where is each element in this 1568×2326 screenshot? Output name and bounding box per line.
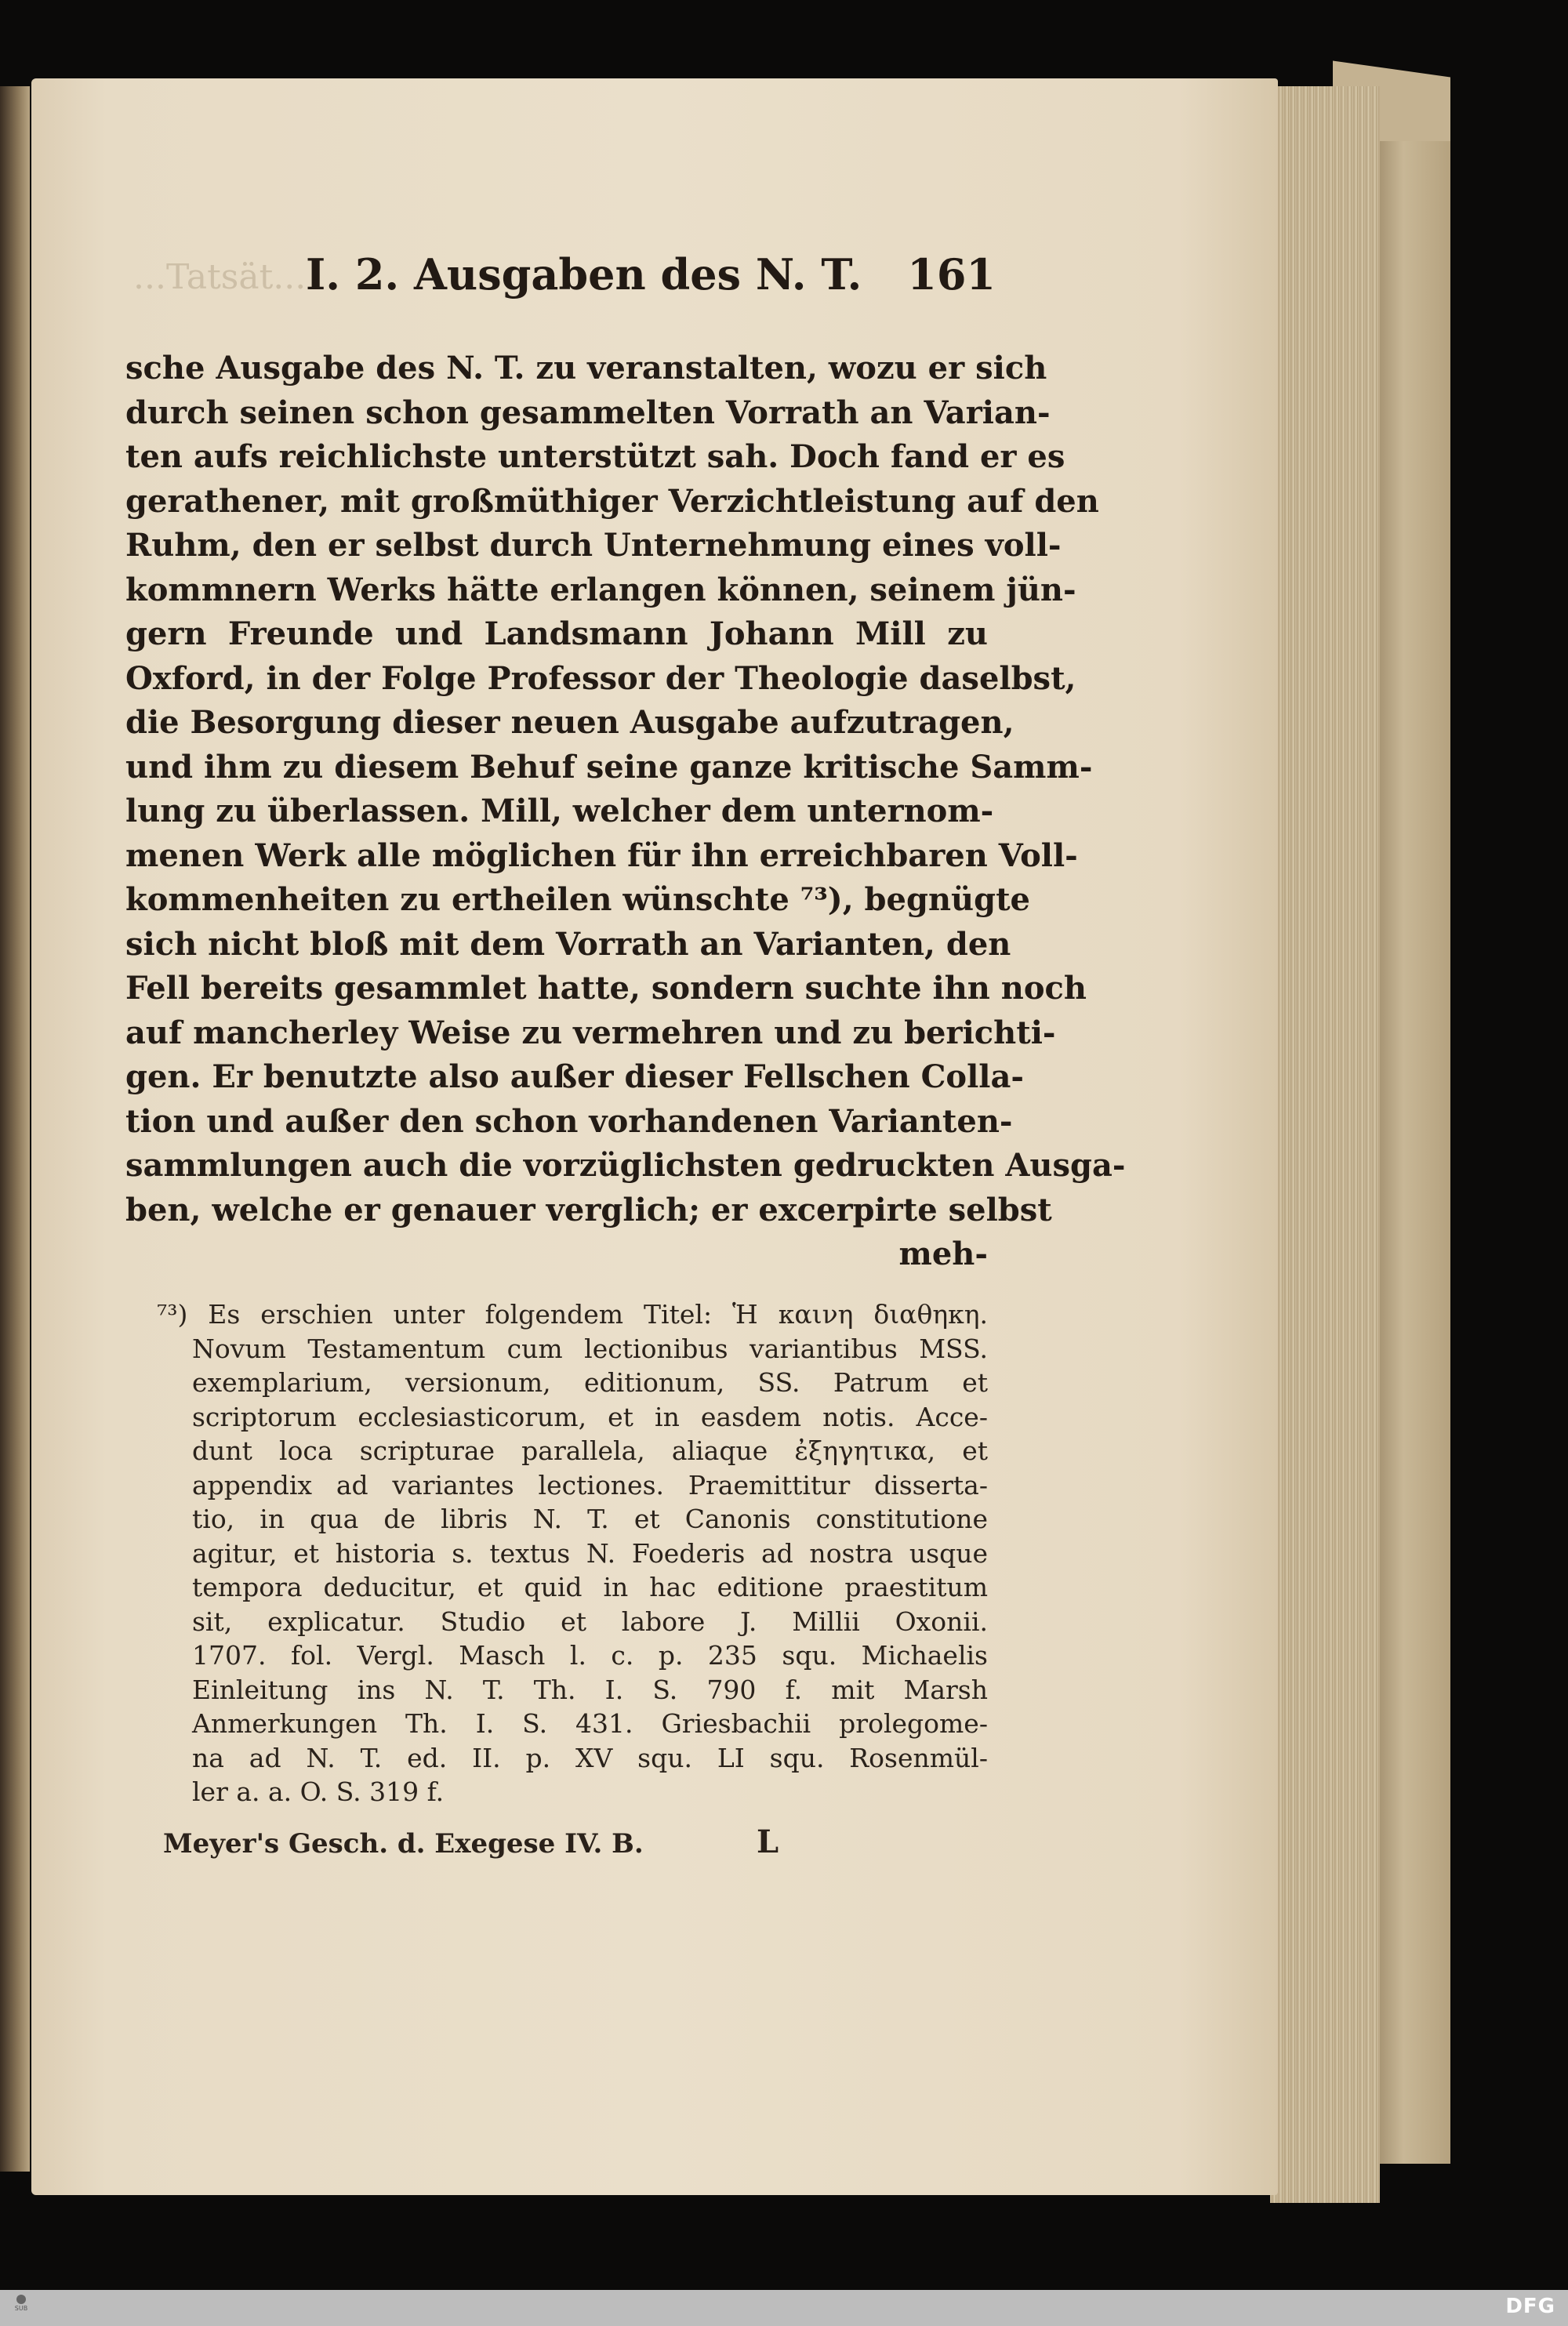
text-line: und ihm zu diesem Behuf seine ganze kritische Samm- [125, 748, 1093, 786]
text-line: gerathener, mit großmüthiger Verzichtleistung auf den [125, 482, 1099, 520]
text-line: Oxford, in der Folge Professor der Theologie daselbst, [125, 659, 1076, 697]
footnote-line: tempora deducitur, et quid in hac editione praestitum [192, 1572, 988, 1602]
main-text [125, 347, 1126, 1277]
book-cover-edge [1372, 141, 1450, 2164]
footnote-line: Novum Testamentum cum lectionibus variantibus MSS. [192, 1333, 988, 1364]
text-line: tion und außer den schon vorhandenen Varianten- [125, 1102, 1013, 1140]
text-line: menen Werk alle möglichen für ihn erreichbaren Voll- [125, 836, 1078, 874]
text-line: ben, welche er genauer verglich; er excerpirte selbst [125, 1191, 1052, 1228]
footnote-line: Anmerkungen Th. I. S. 431. Griesbachii prolegome- [192, 1708, 988, 1739]
text-line: ten aufs reichlichste unterstützt sah. Doch fand er es [125, 438, 1065, 475]
text-line: sche Ausgabe des N. T. zu veranstalten, wozu er sich [125, 350, 1047, 386]
library-label: SUB [14, 2305, 28, 2312]
footnote-line: tio, in qua de libris N. T. et Canonis constitutione [192, 1504, 988, 1534]
catchword: meh- [898, 1236, 988, 1272]
text-line: kommenheiten zu ertheilen wünschte ⁷³), begnügte [125, 881, 1031, 918]
footnote-line: scriptorum ecclesiasticorum, et in easdem notis. Acce- [192, 1401, 988, 1432]
text-line: Fell bereits gesammlet hatte, sondern suchte ihn noch [125, 970, 1087, 1007]
facing-page-edge [0, 86, 30, 2172]
page-block-edges [1270, 86, 1380, 2203]
footnote-line: 1707. fol. Vergl. Masch l. c. p. 235 squ. Michaelis [192, 1640, 988, 1671]
footnote-line: ler a. a. O. S. 319 f. [192, 1776, 445, 1807]
text-line: sich nicht bloß mit dem Vorrath an Varianten, den [125, 925, 1011, 963]
text-line: die Besorgung dieser neuen Ausgabe aufzutragen, [125, 704, 1014, 741]
footnote-block [157, 1297, 988, 1809]
text-line: lung zu überlassen. Mill, welcher dem unternom- [125, 793, 994, 829]
page-number: 161 [907, 249, 996, 299]
text-line: Ruhm, den er selbst durch Unternehmung eines voll- [125, 527, 1062, 564]
signature-line [163, 1823, 986, 1867]
footnote-line: dunt loca scripturae parallela, aliaque ἐξηγητικα, et [192, 1435, 988, 1466]
show-through-text: ...Tatsät... [133, 257, 307, 297]
running-header [118, 249, 996, 312]
printer-signature: Meyer's Gesch. d. Exegese IV. B. [163, 1828, 644, 1860]
dfg-logo: DFG [1505, 2295, 1555, 2318]
text-line: auf mancherley Weise zu vermehren und zu berichti- [125, 1014, 1056, 1051]
footnote-line: Einleitung ins N. T. Th. I. S. 790 f. mit Marsh [192, 1674, 988, 1705]
text-line: kommnern Werks hätte erlangen können, seinem jün- [125, 571, 1076, 608]
footnote-line: na ad N. T. ed. II. p. XV squ. LI squ. Rosenmül- [192, 1742, 988, 1773]
signature-mark: L [757, 1823, 779, 1860]
text-line: sammlungen auch die vorzüglichsten gedruckten Ausga- [125, 1147, 1126, 1184]
text-line: gern Freunde und Landsmann Johann Mill zu [125, 615, 988, 652]
footnote-line: ⁷³) Es erschien unter folgendem Titel: Ἡ καινη διαθηκη. [157, 1299, 988, 1330]
footnote-line: agitur, et historia s. textus N. Foederis ad nostra usque [192, 1537, 988, 1569]
text-line: durch seinen schon gesammelten Vorrath an Varian- [125, 394, 1051, 431]
footnote-line: exemplarium, versionum, editionum, SS. Patrum et [192, 1367, 988, 1398]
library-logo-icon [6, 2293, 36, 2321]
header-title: I. 2. Ausgaben des N. T. [306, 249, 862, 299]
footnote-line: appendix ad variantes lectiones. Praemittitur disserta- [192, 1469, 988, 1500]
text-line: gen. Er benutzte also außer dieser Fellschen Colla- [125, 1058, 1025, 1095]
footnote-line: sit, explicatur. Studio et labore J. Millii Oxonii. [192, 1606, 988, 1637]
viewer-bottom-bar [0, 2290, 1568, 2326]
